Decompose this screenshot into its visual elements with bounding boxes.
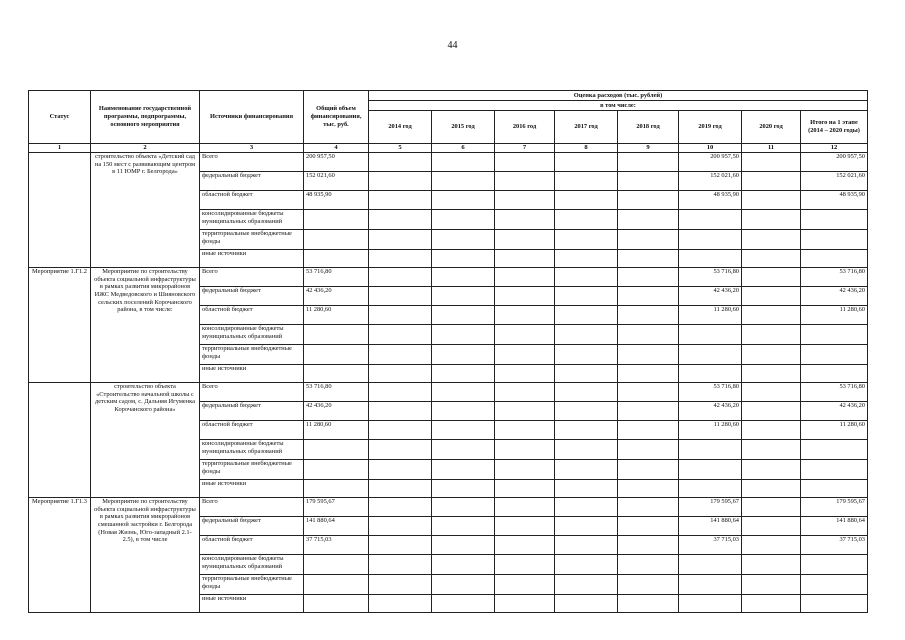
empty-year-cell xyxy=(555,153,618,172)
empty-year-cell xyxy=(618,460,679,480)
empty-year-cell xyxy=(495,325,555,345)
empty-year-cell xyxy=(618,172,679,191)
row-status: Мероприятие 1.Г1.2 xyxy=(29,268,91,383)
empty-year-cell xyxy=(432,172,495,191)
empty-year-cell xyxy=(618,440,679,460)
row-source: Всего xyxy=(200,498,304,517)
empty-year-cell xyxy=(742,555,801,575)
row-total xyxy=(304,480,369,498)
row-2019 xyxy=(679,480,742,498)
row-source: иные источники xyxy=(200,250,304,268)
row-name: Мероприятие по строительству объекта социальной инфраструктуры в рамках развития микрорайонов ИЖС Медведовского и Шияновского сельских поселений Корочанского района, в том числе: xyxy=(91,268,200,383)
header-total: Общий объем финансирования, тыс. руб. xyxy=(304,91,369,144)
empty-year-cell xyxy=(618,517,679,536)
row-stage-total xyxy=(801,365,868,383)
row-source: иные источники xyxy=(200,365,304,383)
empty-year-cell xyxy=(495,517,555,536)
header-name: Наименование государственной программы, подпрограммы, основного мероприятия xyxy=(91,91,200,144)
empty-year-cell xyxy=(555,210,618,230)
row-2019 xyxy=(679,575,742,595)
empty-year-cell xyxy=(495,345,555,365)
column-number: 3 xyxy=(200,144,304,153)
header-year: 2020 год xyxy=(742,111,801,144)
empty-year-cell xyxy=(369,230,432,250)
empty-year-cell xyxy=(742,230,801,250)
row-source: территориальные внебюджетные фонды xyxy=(200,460,304,480)
row-source: территориальные внебюджетные фонды xyxy=(200,230,304,250)
row-stage-total: 200 957,50 xyxy=(801,153,868,172)
empty-year-cell xyxy=(495,383,555,402)
empty-year-cell xyxy=(555,480,618,498)
empty-year-cell xyxy=(742,325,801,345)
empty-year-cell xyxy=(495,595,555,613)
row-total: 152 021,60 xyxy=(304,172,369,191)
row-stage-total xyxy=(801,555,868,575)
empty-year-cell xyxy=(555,172,618,191)
empty-year-cell xyxy=(618,480,679,498)
row-2019: 11 280,60 xyxy=(679,306,742,325)
row-stage-total: 37 715,03 xyxy=(801,536,868,555)
empty-year-cell xyxy=(555,191,618,210)
header-year: 2017 год xyxy=(555,111,618,144)
column-number: 9 xyxy=(618,144,679,153)
row-total: 53 716,80 xyxy=(304,383,369,402)
row-2019 xyxy=(679,440,742,460)
empty-year-cell xyxy=(495,402,555,421)
row-source: территориальные внебюджетные фонды xyxy=(200,575,304,595)
empty-year-cell xyxy=(369,536,432,555)
row-source: федеральный бюджет xyxy=(200,517,304,536)
empty-year-cell xyxy=(742,498,801,517)
row-total xyxy=(304,575,369,595)
row-source: областной бюджет xyxy=(200,306,304,325)
empty-year-cell xyxy=(495,250,555,268)
row-total xyxy=(304,460,369,480)
empty-year-cell xyxy=(618,365,679,383)
row-total: 11 280,60 xyxy=(304,421,369,440)
row-stage-total xyxy=(801,480,868,498)
empty-year-cell xyxy=(742,440,801,460)
empty-year-cell xyxy=(369,575,432,595)
empty-year-cell xyxy=(432,517,495,536)
column-number: 8 xyxy=(555,144,618,153)
page-number: 44 xyxy=(447,40,458,51)
empty-year-cell xyxy=(495,555,555,575)
empty-year-cell xyxy=(495,536,555,555)
empty-year-cell xyxy=(369,172,432,191)
empty-year-cell xyxy=(495,210,555,230)
row-2019 xyxy=(679,595,742,613)
row-2019 xyxy=(679,325,742,345)
empty-year-cell xyxy=(369,306,432,325)
empty-year-cell xyxy=(555,595,618,613)
row-total xyxy=(304,365,369,383)
column-number: 4 xyxy=(304,144,369,153)
row-total: 11 280,60 xyxy=(304,306,369,325)
header-year: 2018 год xyxy=(618,111,679,144)
row-total: 42 436,20 xyxy=(304,287,369,306)
row-2019 xyxy=(679,555,742,575)
row-stage-total: 179 595,67 xyxy=(801,498,868,517)
empty-year-cell xyxy=(432,191,495,210)
empty-year-cell xyxy=(369,402,432,421)
row-stage-total xyxy=(801,210,868,230)
header-year: 2014 год xyxy=(369,111,432,144)
row-source: Всего xyxy=(200,383,304,402)
empty-year-cell xyxy=(432,268,495,287)
row-stage-total xyxy=(801,595,868,613)
row-stage-total: 48 935,90 xyxy=(801,191,868,210)
row-2019: 200 957,50 xyxy=(679,153,742,172)
empty-year-cell xyxy=(555,517,618,536)
empty-year-cell xyxy=(432,153,495,172)
row-total: 200 957,50 xyxy=(304,153,369,172)
row-total: 179 595,67 xyxy=(304,498,369,517)
empty-year-cell xyxy=(432,421,495,440)
empty-year-cell xyxy=(432,345,495,365)
empty-year-cell xyxy=(618,383,679,402)
empty-year-cell xyxy=(369,480,432,498)
row-stage-total: 11 280,60 xyxy=(801,421,868,440)
empty-year-cell xyxy=(432,460,495,480)
empty-year-cell xyxy=(742,306,801,325)
column-number: 11 xyxy=(742,144,801,153)
empty-year-cell xyxy=(555,536,618,555)
row-2019: 37 715,03 xyxy=(679,536,742,555)
table-row xyxy=(29,383,868,402)
empty-year-cell xyxy=(555,555,618,575)
row-2019: 53 716,80 xyxy=(679,268,742,287)
row-2019 xyxy=(679,460,742,480)
empty-year-cell xyxy=(555,287,618,306)
empty-year-cell xyxy=(369,383,432,402)
empty-year-cell xyxy=(555,440,618,460)
empty-year-cell xyxy=(618,402,679,421)
row-stage-total xyxy=(801,460,868,480)
empty-year-cell xyxy=(742,595,801,613)
empty-year-cell xyxy=(555,498,618,517)
header-year: 2016 год xyxy=(495,111,555,144)
empty-year-cell xyxy=(369,210,432,230)
empty-year-cell xyxy=(495,153,555,172)
empty-year-cell xyxy=(555,325,618,345)
empty-year-cell xyxy=(742,480,801,498)
header-year: 2015 год xyxy=(432,111,495,144)
empty-year-cell xyxy=(495,575,555,595)
empty-year-cell xyxy=(495,230,555,250)
row-stage-total xyxy=(801,230,868,250)
empty-year-cell xyxy=(742,536,801,555)
empty-year-cell xyxy=(618,210,679,230)
empty-year-cell xyxy=(369,517,432,536)
empty-year-cell xyxy=(618,536,679,555)
empty-year-cell xyxy=(618,230,679,250)
empty-year-cell xyxy=(555,306,618,325)
empty-year-cell xyxy=(495,306,555,325)
empty-year-cell xyxy=(369,287,432,306)
empty-year-cell xyxy=(742,345,801,365)
row-stage-total xyxy=(801,325,868,345)
empty-year-cell xyxy=(432,595,495,613)
column-number: 10 xyxy=(679,144,742,153)
row-total xyxy=(304,325,369,345)
row-source: федеральный бюджет xyxy=(200,287,304,306)
row-source: территориальные внебюджетные фонды xyxy=(200,345,304,365)
empty-year-cell xyxy=(369,440,432,460)
table-row xyxy=(29,268,868,287)
empty-year-cell xyxy=(432,536,495,555)
row-2019 xyxy=(679,345,742,365)
empty-year-cell xyxy=(555,365,618,383)
row-stage-total: 11 280,60 xyxy=(801,306,868,325)
row-name: строительство объекта «Строительство начальной школы с детским садом, с. Дальняя Игуменка Корочанского района» xyxy=(91,383,200,498)
empty-year-cell xyxy=(432,498,495,517)
empty-year-cell xyxy=(369,345,432,365)
row-total xyxy=(304,440,369,460)
row-stage-total: 141 880,64 xyxy=(801,517,868,536)
row-name: строительство объекта «Детский сад на 150 мест с развивающим центром в 11 ЮМР г. Белгорода» xyxy=(91,153,200,268)
empty-year-cell xyxy=(742,460,801,480)
empty-year-cell xyxy=(432,287,495,306)
column-number: 2 xyxy=(91,144,200,153)
header-status: Статус xyxy=(29,91,91,144)
empty-year-cell xyxy=(369,421,432,440)
row-2019: 48 935,90 xyxy=(679,191,742,210)
empty-year-cell xyxy=(495,172,555,191)
row-total xyxy=(304,345,369,365)
empty-year-cell xyxy=(369,595,432,613)
row-total: 42 436,20 xyxy=(304,402,369,421)
empty-year-cell xyxy=(369,153,432,172)
row-2019: 179 595,67 xyxy=(679,498,742,517)
empty-year-cell xyxy=(369,325,432,345)
empty-year-cell xyxy=(555,345,618,365)
empty-year-cell xyxy=(555,383,618,402)
empty-year-cell xyxy=(369,365,432,383)
empty-year-cell xyxy=(369,268,432,287)
row-source: областной бюджет xyxy=(200,191,304,210)
row-total xyxy=(304,250,369,268)
empty-year-cell xyxy=(742,268,801,287)
row-2019 xyxy=(679,210,742,230)
empty-year-cell xyxy=(555,421,618,440)
row-source: федеральный бюджет xyxy=(200,172,304,191)
empty-year-cell xyxy=(495,287,555,306)
row-2019: 53 716,80 xyxy=(679,383,742,402)
empty-year-cell xyxy=(432,210,495,230)
row-total: 53 716,80 xyxy=(304,268,369,287)
empty-year-cell xyxy=(742,172,801,191)
column-number: 7 xyxy=(495,144,555,153)
empty-year-cell xyxy=(742,421,801,440)
financing-table xyxy=(28,90,868,613)
empty-year-cell xyxy=(432,383,495,402)
row-total xyxy=(304,230,369,250)
row-2019: 11 280,60 xyxy=(679,421,742,440)
table-row xyxy=(29,153,868,172)
empty-year-cell xyxy=(555,268,618,287)
empty-year-cell xyxy=(742,517,801,536)
empty-year-cell xyxy=(618,268,679,287)
row-2019 xyxy=(679,250,742,268)
empty-year-cell xyxy=(555,460,618,480)
row-status xyxy=(29,153,91,268)
column-number: 1 xyxy=(29,144,91,153)
empty-year-cell xyxy=(432,402,495,421)
row-stage-total xyxy=(801,440,868,460)
row-name: Мероприятие по строительству объекта социальной инфраструктуры в рамках развития микрорайонов смешанной застройки г. Белгорода (Новая Жизнь, Юго-западный 2.1-2.5), в том числе xyxy=(91,498,200,613)
empty-year-cell xyxy=(495,460,555,480)
row-source: консолидированные бюджеты муниципальных образований xyxy=(200,325,304,345)
empty-year-cell xyxy=(618,287,679,306)
empty-year-cell xyxy=(618,575,679,595)
row-stage-total: 152 021,60 xyxy=(801,172,868,191)
row-source: иные источники xyxy=(200,480,304,498)
empty-year-cell xyxy=(742,287,801,306)
row-status xyxy=(29,383,91,498)
row-source: областной бюджет xyxy=(200,421,304,440)
empty-year-cell xyxy=(495,480,555,498)
empty-year-cell xyxy=(432,440,495,460)
header-year: 2019 год xyxy=(679,111,742,144)
row-stage-total xyxy=(801,575,868,595)
table-row xyxy=(29,498,868,517)
row-total: 37 715,03 xyxy=(304,536,369,555)
empty-year-cell xyxy=(618,153,679,172)
row-total: 141 880,64 xyxy=(304,517,369,536)
row-2019 xyxy=(679,365,742,383)
empty-year-cell xyxy=(555,402,618,421)
empty-year-cell xyxy=(369,555,432,575)
header-including: в том числе: xyxy=(369,101,868,111)
empty-year-cell xyxy=(432,555,495,575)
row-total xyxy=(304,595,369,613)
column-number: 12 xyxy=(801,144,868,153)
row-stage-total: 42 436,20 xyxy=(801,287,868,306)
row-stage-total: 42 436,20 xyxy=(801,402,868,421)
empty-year-cell xyxy=(432,250,495,268)
header-year: Итого на 1 этапе (2014 – 2020 годы) xyxy=(801,111,868,144)
row-status: Мероприятие 1.Г1.3 xyxy=(29,498,91,613)
empty-year-cell xyxy=(618,345,679,365)
empty-year-cell xyxy=(618,191,679,210)
row-stage-total xyxy=(801,250,868,268)
row-stage-total xyxy=(801,345,868,365)
empty-year-cell xyxy=(495,421,555,440)
empty-year-cell xyxy=(495,440,555,460)
row-total xyxy=(304,210,369,230)
empty-year-cell xyxy=(618,306,679,325)
column-number: 5 xyxy=(369,144,432,153)
row-source: консолидированные бюджеты муниципальных образований xyxy=(200,555,304,575)
empty-year-cell xyxy=(742,365,801,383)
empty-year-cell xyxy=(742,575,801,595)
row-2019: 141 880,64 xyxy=(679,517,742,536)
empty-year-cell xyxy=(555,230,618,250)
empty-year-cell xyxy=(432,230,495,250)
row-source: Всего xyxy=(200,268,304,287)
empty-year-cell xyxy=(555,575,618,595)
row-source: консолидированные бюджеты муниципальных образований xyxy=(200,210,304,230)
empty-year-cell xyxy=(742,402,801,421)
empty-year-cell xyxy=(432,325,495,345)
empty-year-cell xyxy=(369,191,432,210)
row-source: федеральный бюджет xyxy=(200,402,304,421)
row-total xyxy=(304,555,369,575)
row-source: иные источники xyxy=(200,595,304,613)
empty-year-cell xyxy=(432,365,495,383)
empty-year-cell xyxy=(618,325,679,345)
empty-year-cell xyxy=(432,480,495,498)
empty-year-cell xyxy=(742,210,801,230)
empty-year-cell xyxy=(432,306,495,325)
row-stage-total: 53 716,80 xyxy=(801,383,868,402)
row-2019 xyxy=(679,230,742,250)
empty-year-cell xyxy=(742,250,801,268)
row-stage-total: 53 716,80 xyxy=(801,268,868,287)
row-2019: 42 436,20 xyxy=(679,402,742,421)
empty-year-cell xyxy=(742,191,801,210)
empty-year-cell xyxy=(495,268,555,287)
empty-year-cell xyxy=(495,498,555,517)
empty-year-cell xyxy=(742,153,801,172)
empty-year-cell xyxy=(369,250,432,268)
column-number: 6 xyxy=(432,144,495,153)
empty-year-cell xyxy=(618,421,679,440)
row-2019: 152 021,60 xyxy=(679,172,742,191)
empty-year-cell xyxy=(618,250,679,268)
empty-year-cell xyxy=(495,365,555,383)
row-source: консолидированные бюджеты муниципальных образований xyxy=(200,440,304,460)
empty-year-cell xyxy=(555,250,618,268)
empty-year-cell xyxy=(495,191,555,210)
header-source: Источники финансирования xyxy=(200,91,304,144)
row-2019: 42 436,20 xyxy=(679,287,742,306)
row-source: областной бюджет xyxy=(200,536,304,555)
empty-year-cell xyxy=(369,460,432,480)
row-total: 48 935,90 xyxy=(304,191,369,210)
empty-year-cell xyxy=(618,498,679,517)
header-estimate: Оценка расходов (тыс. рублей) xyxy=(369,91,868,101)
empty-year-cell xyxy=(618,595,679,613)
empty-year-cell xyxy=(369,498,432,517)
empty-year-cell xyxy=(742,383,801,402)
empty-year-cell xyxy=(618,555,679,575)
row-source: Всего xyxy=(200,153,304,172)
empty-year-cell xyxy=(432,575,495,595)
